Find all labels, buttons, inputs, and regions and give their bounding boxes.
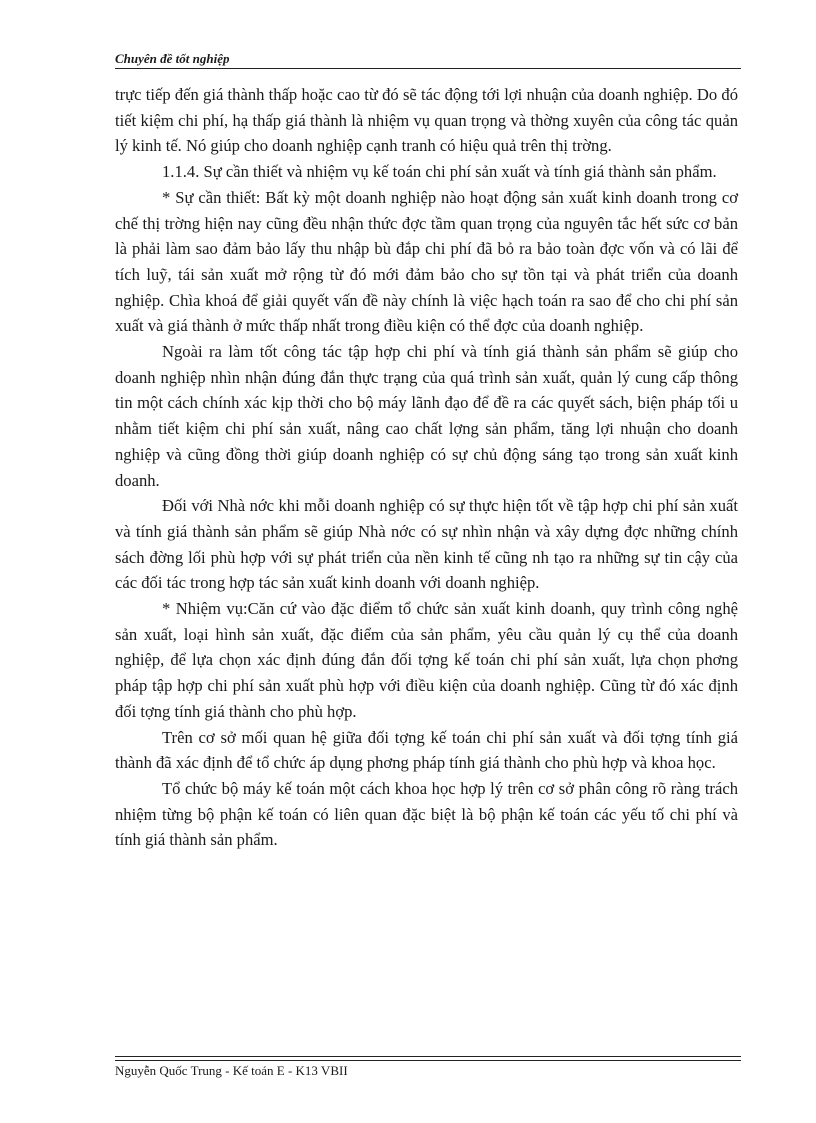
paragraph: Tổ chức bộ máy kế toán một cách khoa học hợp lý trên cơ sở phân công rõ ràng trách nhiệm từng bộ phận kế toán có liên quan đặc biệt là bộ phận kế toán các yếu tố chi phí và tính giá thành sản phẩm. bbox=[115, 778, 738, 850]
section-heading: 1.1.4. Sự cần thiết và nhiệm vụ kế toán chi phí sản xuất và tính giá thành sản phẩm. bbox=[162, 162, 717, 182]
body-text bbox=[115, 82, 738, 853]
footer-rule bbox=[115, 1056, 741, 1057]
paragraph: trực tiếp đến giá thành thấp hoặc cao từ đó sẽ tác động tới lợi nhuận của doanh nghiệp. Do đó tiết kiệm chi phí, hạ thấp giá thành là nhiệm vụ quan trọng và thờng xuyên của công tác quản lý kinh tế. Nó giúp cho doanh nghiệp cạnh tranh có hiệu quả trên thị trờng. bbox=[115, 85, 738, 156]
page-header: Chuyên đề tốt nghiệp bbox=[115, 52, 741, 69]
footer-rule bbox=[115, 1060, 741, 1061]
page-footer: Nguyễn Quốc Trung - Kế toán E - K13 VBII bbox=[115, 1063, 348, 1078]
paragraph: Trên cơ sở mối quan hệ giữa đối tợng kế toán chi phí sản xuất và đối tợng tính giá thành đã xác định để tổ chức áp dụng phơng pháp tính giá thành cho phù hợp và khoa học. bbox=[115, 727, 738, 773]
paragraph: Ngoài ra làm tốt công tác tập hợp chi phí và tính giá thành sản phẩm sẽ giúp cho doanh nghiệp nhìn nhận đúng đắn thực trạng của quá trình sản xuất, quản lý cung cấp thông tin một cách chính xác kịp thời cho bộ máy lãnh đạo để đề ra các quyết sách, biện pháp tối u nhằm tiết kiệm chi phí sản xuất, nâng cao chất lợng sản phẩm, tăng lợi nhuận cho doanh nghiệp và cũng đồng thời giúp doanh nghiệp có sự chủ động sáng tạo trong sản xuất kinh doanh. bbox=[115, 342, 738, 490]
paragraph: * Sự cần thiết: Bất kỳ một doanh nghiệp nào hoạt động sản xuất kinh doanh trong cơ chế thị trờng hiện nay cũng đều nhận thức đợc tầm quan trọng của nguyên tắc hết sức cơ bản là phải làm sao đảm bảo lấy thu nhập bù đắp chi phí đã bỏ ra bảo toàn đợc vốn và có lãi để tích luỹ, tái sản xuất mở rộng từ đó mới đảm bảo cho sự tồn tại và phát triển của doanh nghiệp. Chìa khoá để giải quyết vấn đề này chính là việc hạch toán ra sao để cho chi phí sản xuất và giá thành ở mức thấp nhất trong điều kiện có thể đợc của doanh nghiệp. bbox=[115, 187, 738, 336]
paragraph: * Nhiệm vụ:Căn cứ vào đặc điểm tổ chức sản xuất kinh doanh, quy trình công nghệ sản xuất, loại hình sản xuất, đặc điểm của sản phẩm, yêu cầu quản lý cụ thể của doanh nghiệp, để lựa chọn xác định đúng đắn đối tợng kế toán chi phí sản xuất, lựa chọn phơng pháp tập hợp chi phí sản xuất phù hợp với điều kiện của doanh nghiệp. Cũng từ đó xác định đối tợng tính giá thành cho phù hợp. bbox=[115, 599, 738, 721]
paragraph: Đối với Nhà nớc khi mỗi doanh nghiệp có sự thực hiện tốt về tập hợp chi phí sản xuất và tính giá thành sản phẩm sẽ giúp Nhà nớc có sự nhìn nhận và xây dựng đợc những chính sách đờng lối phù hợp với sự phát triển của nền kinh tế cũng nh tạo ra những sự tin cậy của các đối tác trong hợp tác sản xuất kinh doanh với doanh nghiệp. bbox=[115, 496, 738, 593]
